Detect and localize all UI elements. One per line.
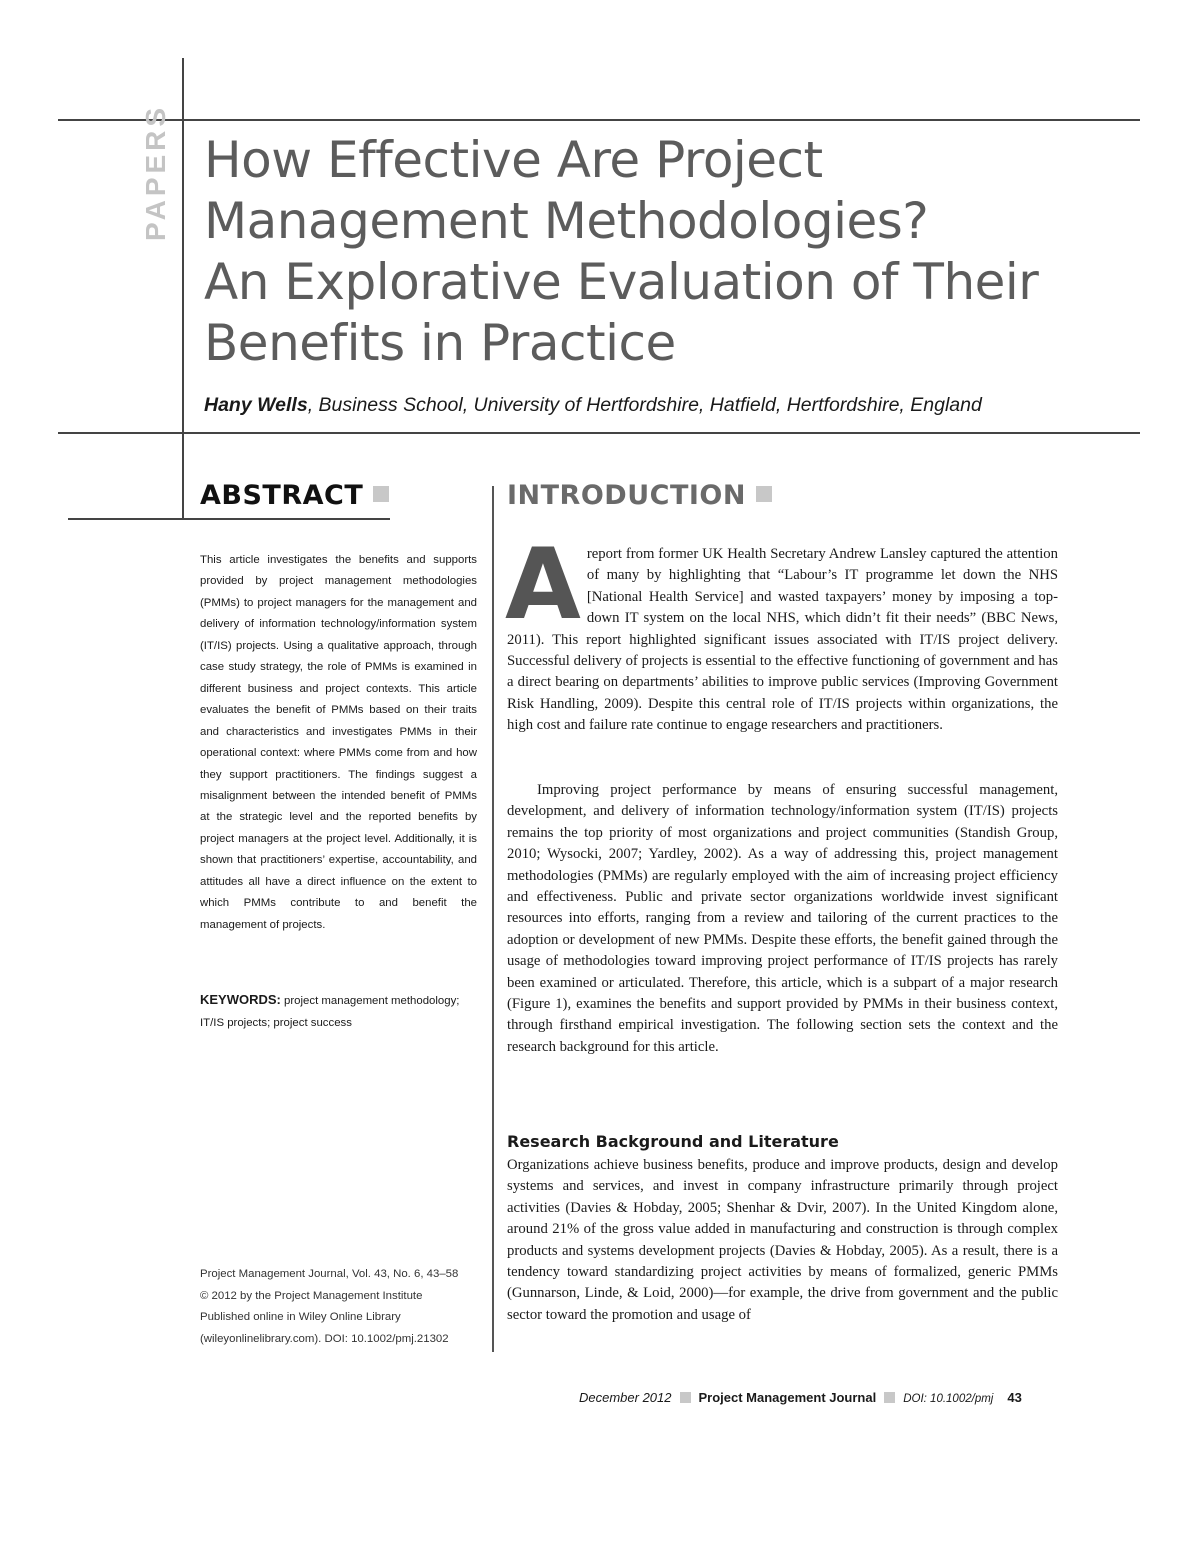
section-label: PAPERS <box>140 103 171 241</box>
introduction-heading-text: INTRODUCTION <box>507 480 746 511</box>
footer-journal: Project Management Journal <box>698 1390 877 1405</box>
column-divider <box>492 486 494 1352</box>
introduction-heading <box>507 480 772 511</box>
paragraph-text: report from former UK Health Secretary Andrew Lansley captured the attention of many by highlighting that “Labour’s IT programme let down the NHS [National Health Service] and wasted taxpayers’ money by imposing a top-down IT system on the local NHS, which didn’t fit their needs” (BBC News, 2011). This report highlighted significant issues associated with IT/IS project delivery. Successful delivery of projects is essential to the effective functioning of government and has a direct bearing on departments’ abilities to improve public services (Improving Government Risk Handling, 2009). Despite this central role of IT/IS projects within organizations, the high cost and failure rate continue to engage researchers and practitioners. <box>507 546 1058 734</box>
author-affiliation: , Business School, University of Hertfordshire, Hatfield, Hertfordshire, England <box>307 394 982 416</box>
horizontal-rule-top <box>58 119 1140 121</box>
doi-line: (wileyonlinelibrary.com). DOI: 10.1002/pmj.21302 <box>200 1332 449 1345</box>
drop-cap: A <box>505 528 581 642</box>
introduction-paragraph-2: Improving project performance by means of ensuring successful management, development, and delivery of information technology/information system (IT/IS) projects remains the top priority of most organizations and project communities (Standish Group, 2010; Wysocki, 2007; Yardley, 2002). As a way of addressing this, project management methodologies (PMMs) are regularly employed with the aim of increasing project efficiency and effectiveness. Public and private sector organizations worldwide invest significant resources into efforts, ranging from a review and tailoring of the current practices to the adoption or development of new PMMs. Despite these efforts, the benefit gained through the usage of methodologies toward improving project performance of IT/IS projects has rarely been examined or articulated. Therefore, this article, which is a subpart of a major research (Figure 1), examines the benefits and support provided by PMMs in their business context, through firsthand empirical investigation. The following section sets the context and the research background for this article. <box>507 782 1058 1055</box>
footer-doi: DOI: 10.1002/pmj <box>903 1393 994 1405</box>
square-bullet-icon <box>884 1392 895 1403</box>
title-line: An Explorative Evaluation of Their <box>204 253 1039 311</box>
title-line: How Effective Are Project <box>204 131 823 189</box>
introduction-paragraph-1 <box>505 528 1058 737</box>
square-bullet-icon <box>680 1392 691 1403</box>
journal-citation: Project Management Journal, Vol. 43, No. 6, 43–58 <box>200 1268 459 1280</box>
abstract-heading-underline <box>68 518 390 520</box>
abstract-heading-text: ABSTRACT <box>200 480 364 511</box>
title-line: Management Methodologies? <box>204 192 929 250</box>
square-bullet-icon <box>756 486 772 502</box>
research-background-paragraph: Organizations achieve business benefits, produce and improve products, design and develop systems and services, and invest in company infrastructure primarily through project activities (Davies & Hobday, 2005; Shenhar & Dvir, 2007). In the United Kingdom alone, around 21% of the gross value added in manufacturing and construction is through complex products and systems development projects (Davies & Hobday, 2005). As a result, there is a tendency toward standardizing project activities by means of formalized, generic PMMs (Gunnarson, Linde, & Loid, 2000)—for example, the drive from government and the public sector toward the promotion and usage of <box>507 1157 1058 1323</box>
published-online: Published online in Wiley Online Library <box>200 1311 401 1323</box>
footer-date: December 2012 <box>579 1390 672 1405</box>
keywords-label: KEYWORDS: <box>200 992 281 1007</box>
research-background-heading: Research Background and Literature <box>507 1132 839 1151</box>
page-footer <box>579 1390 1059 1405</box>
keywords <box>200 989 477 1034</box>
page-number: 43 <box>1007 1390 1022 1405</box>
vertical-rule-abstract <box>182 434 184 520</box>
author-name: Hany Wells <box>204 394 308 416</box>
article-title <box>204 130 1104 374</box>
title-line: Benefits in Practice <box>204 314 676 372</box>
horizontal-rule-header-bottom <box>58 432 1140 434</box>
journal-info <box>200 1264 485 1350</box>
copyright: © 2012 by the Project Management Institute <box>200 1289 423 1302</box>
vertical-rule-top <box>182 58 184 120</box>
author-line <box>204 394 1124 417</box>
square-bullet-icon <box>373 486 389 502</box>
abstract-heading <box>200 480 389 511</box>
abstract-body: This article investigates the benefits and supports provided by project management methodologies (PMMs) to project managers for the management and delivery of information technology/information system (IT/IS) projects. Using a qualitative approach, through case study strategy, the role of PMMs is examined in different business and project contexts. This article evaluates the benefit of PMMs based on their traits and characteristics and investigates PMMs in their operational context: where PMMs come from and how they support practitioners. The findings suggest a misalignment between the intended benefit of PMMs at the strategic level and the reported benefits by project managers at the project level. Additionally, it is shown that practitioners’ expertise, accountability, and attitudes all have a direct influence on the extent to which PMMs contribute to and benefit the management of projects. <box>200 554 477 931</box>
vertical-rule-header <box>182 121 184 433</box>
keywords-text: project management methodology; IT/IS projects; project success <box>200 995 460 1029</box>
